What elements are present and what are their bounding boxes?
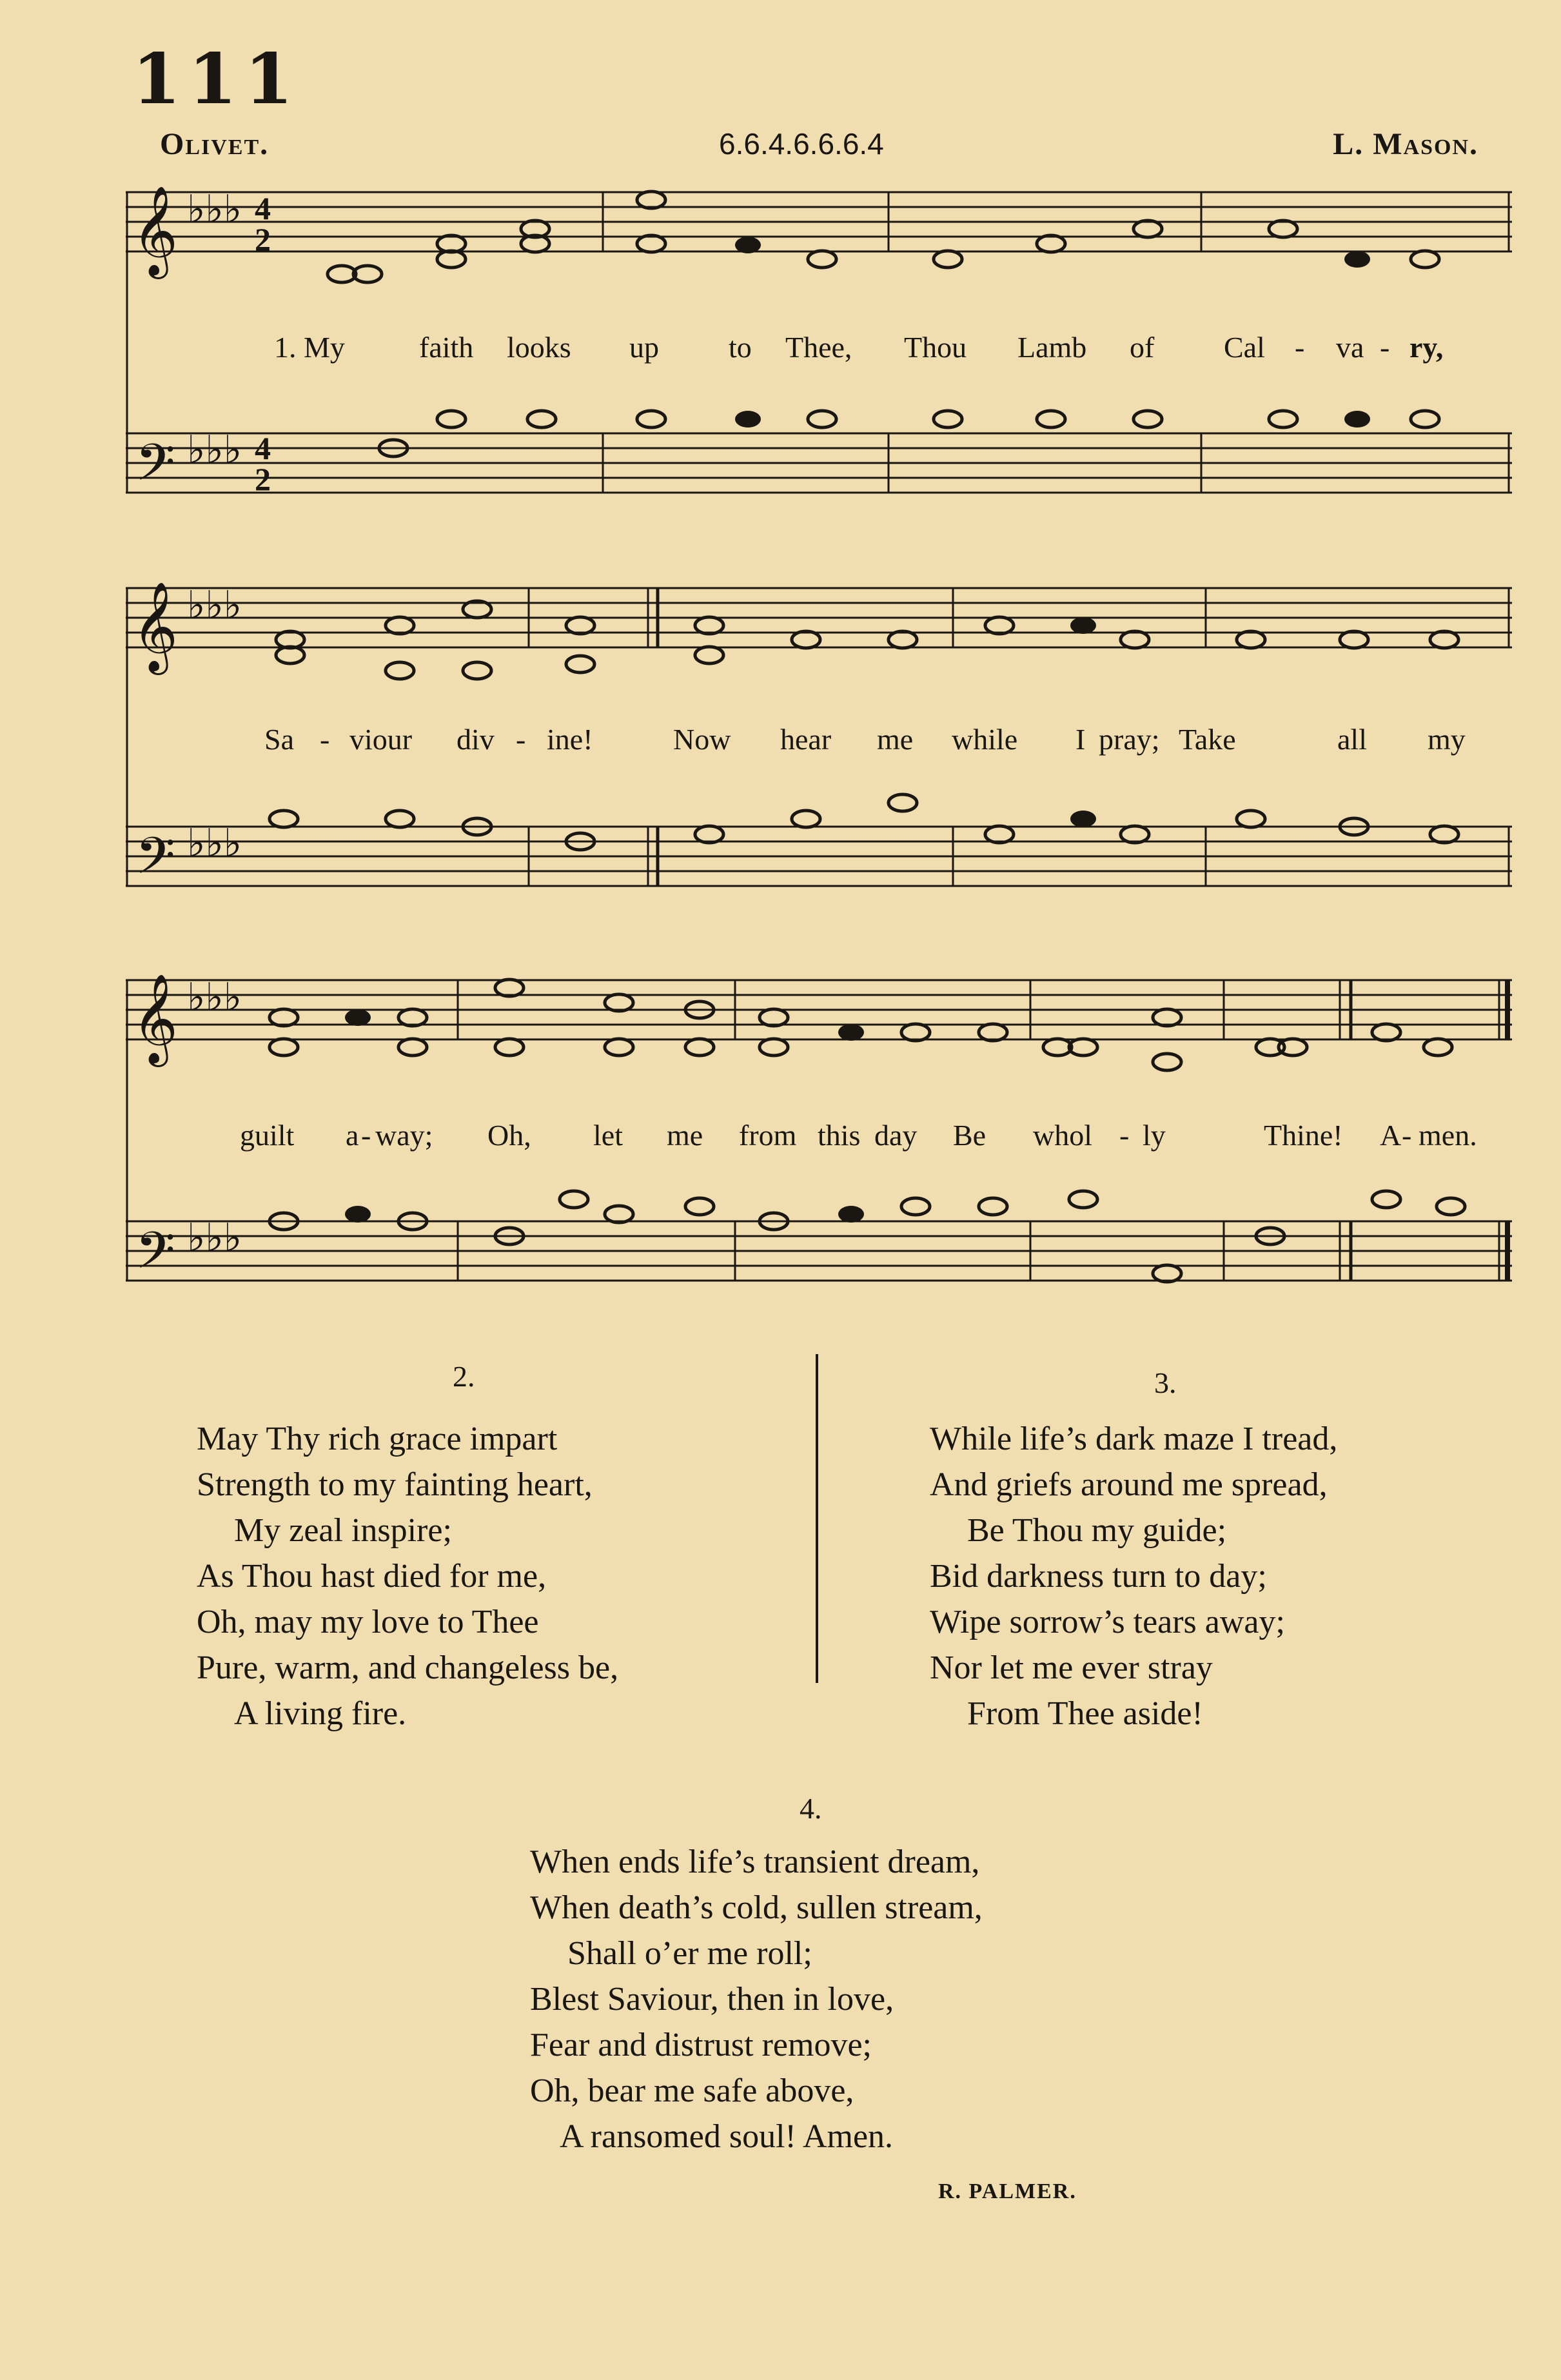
syllable: Lamb [1017, 331, 1087, 364]
syllable: all [1337, 723, 1367, 756]
verse-line: Bid darkness turn to day; [930, 1558, 1267, 1595]
svg-text:𝄞: 𝄞 [132, 582, 178, 671]
svg-text:𝄢: 𝄢 [135, 433, 175, 505]
verse-line: While life’s dark maze I tread, [930, 1421, 1338, 1457]
verse-line: Oh, bear me safe above, [530, 2072, 854, 2109]
svg-text:𝄞: 𝄞 [132, 186, 178, 275]
syllable: Cal [1224, 331, 1265, 364]
svg-text:♭♭♭: ♭♭♭ [187, 187, 242, 232]
svg-text:2: 2 [255, 461, 271, 497]
verse-line: Be Thou my guide; [967, 1512, 1227, 1549]
syllable: Thine! [1264, 1119, 1343, 1152]
svg-text:♭♭♭: ♭♭♭ [187, 583, 242, 628]
syllable: day [874, 1119, 918, 1152]
syllable: - [516, 723, 526, 756]
svg-text:𝄞: 𝄞 [132, 974, 178, 1063]
svg-text:2: 2 [255, 221, 271, 257]
syllable: - [1380, 331, 1390, 364]
syllable: a [346, 1119, 359, 1152]
verse-line: My zeal inspire; [234, 1512, 452, 1549]
syllable: up [629, 331, 659, 364]
svg-text:♭♭♭: ♭♭♭ [187, 428, 242, 473]
syllable: looks [507, 331, 571, 364]
syllable: Oh, [487, 1119, 531, 1152]
syllable: let [593, 1119, 623, 1152]
syllable: way; [375, 1119, 433, 1152]
syllable: - [1295, 331, 1305, 364]
syllable: viour [349, 723, 413, 756]
svg-text:♭♭♭: ♭♭♭ [187, 975, 242, 1020]
verse-2 [197, 1416, 618, 1736]
syllable: me [667, 1119, 703, 1152]
verse-line: Shall o’er me roll; [567, 1935, 812, 1972]
syllable: guilt [240, 1119, 295, 1152]
meter: 6.6.4.6.6.6.4 [719, 127, 884, 161]
syllable: - [1402, 1119, 1412, 1152]
syllable: I [1075, 723, 1086, 756]
syllable: Sa [264, 723, 294, 756]
verse-number: 2. [453, 1360, 475, 1393]
syllable: me [877, 723, 914, 756]
treble-staff-3 [126, 980, 1512, 1039]
verse-number: 4. [800, 1792, 822, 1825]
syllable: - [1119, 1119, 1130, 1152]
syllable: pray; [1099, 723, 1160, 756]
verse-line: Blest Saviour, then in love, [530, 1981, 894, 2018]
verse-line: A ransomed soul! Amen. [560, 2118, 894, 2155]
syllable: while [952, 723, 1018, 756]
page-number: 111 [132, 39, 301, 120]
svg-text:♭♭♭: ♭♭♭ [187, 1215, 242, 1261]
verse-4 [530, 1839, 983, 2159]
syllable: of [1130, 331, 1155, 364]
verse-line: When death’s cold, sullen stream, [530, 1889, 983, 1926]
syllable: my [1428, 723, 1466, 756]
syllable: Take [1179, 723, 1236, 756]
verse-line: Pure, warm, and changeless be, [197, 1649, 619, 1686]
bass-staff-3 [126, 1221, 1512, 1281]
syllable: va [1336, 331, 1364, 364]
author: R. PALMER. [938, 2179, 1077, 2203]
verse-line: A living fire. [234, 1695, 407, 1732]
verse-line: From Thee aside! [967, 1695, 1203, 1732]
syllable: hear [780, 723, 832, 756]
verse-3 [930, 1416, 1337, 1736]
syllable: ry, [1409, 331, 1444, 364]
syllable: A [1380, 1119, 1402, 1152]
syllable: - [361, 1119, 371, 1152]
svg-text:𝄢: 𝄢 [135, 826, 175, 898]
verse-line: Wipe sorrow’s tears away; [930, 1604, 1285, 1640]
column-divider [816, 1354, 818, 1683]
verse-line: Fear and distrust remove; [530, 2027, 872, 2063]
composer: L. Mason. [1333, 127, 1478, 161]
verse-line: When ends life’s transient dream, [530, 1844, 980, 1880]
syllable: men. [1419, 1119, 1477, 1152]
verse-line: Nor let me ever stray [930, 1649, 1213, 1686]
tune-name: Olivet. [160, 127, 270, 161]
svg-text:𝄢: 𝄢 [135, 1221, 175, 1293]
syllable: ly [1143, 1119, 1166, 1152]
syllable: this [818, 1119, 861, 1152]
svg-text:♭♭♭: ♭♭♭ [187, 821, 242, 866]
syllable: to [729, 331, 752, 364]
syllable: Be [953, 1119, 987, 1152]
syllable: from [739, 1119, 797, 1152]
syllable: - [320, 723, 330, 756]
verse-line: As Thou hast died for me, [197, 1558, 547, 1595]
syllable: div [457, 723, 495, 756]
verse-line: Strength to my fainting heart, [197, 1466, 593, 1503]
syllable: whol [1033, 1119, 1092, 1152]
verse-line: May Thy rich grace impart [197, 1421, 558, 1457]
syllable: Thee, [785, 331, 852, 364]
verse-line: And griefs around me spread, [930, 1466, 1328, 1503]
svg-text:4: 4 [255, 430, 271, 466]
syllable: Now [673, 723, 731, 756]
syllable: 1. My [274, 331, 345, 364]
verse-number: 3. [1154, 1366, 1177, 1399]
syllable: Thou [904, 331, 967, 364]
svg-text:4: 4 [255, 190, 271, 226]
syllable: ine! [547, 723, 593, 756]
syllable: faith [419, 331, 474, 364]
verse-line: Oh, may my love to Thee [197, 1604, 539, 1640]
